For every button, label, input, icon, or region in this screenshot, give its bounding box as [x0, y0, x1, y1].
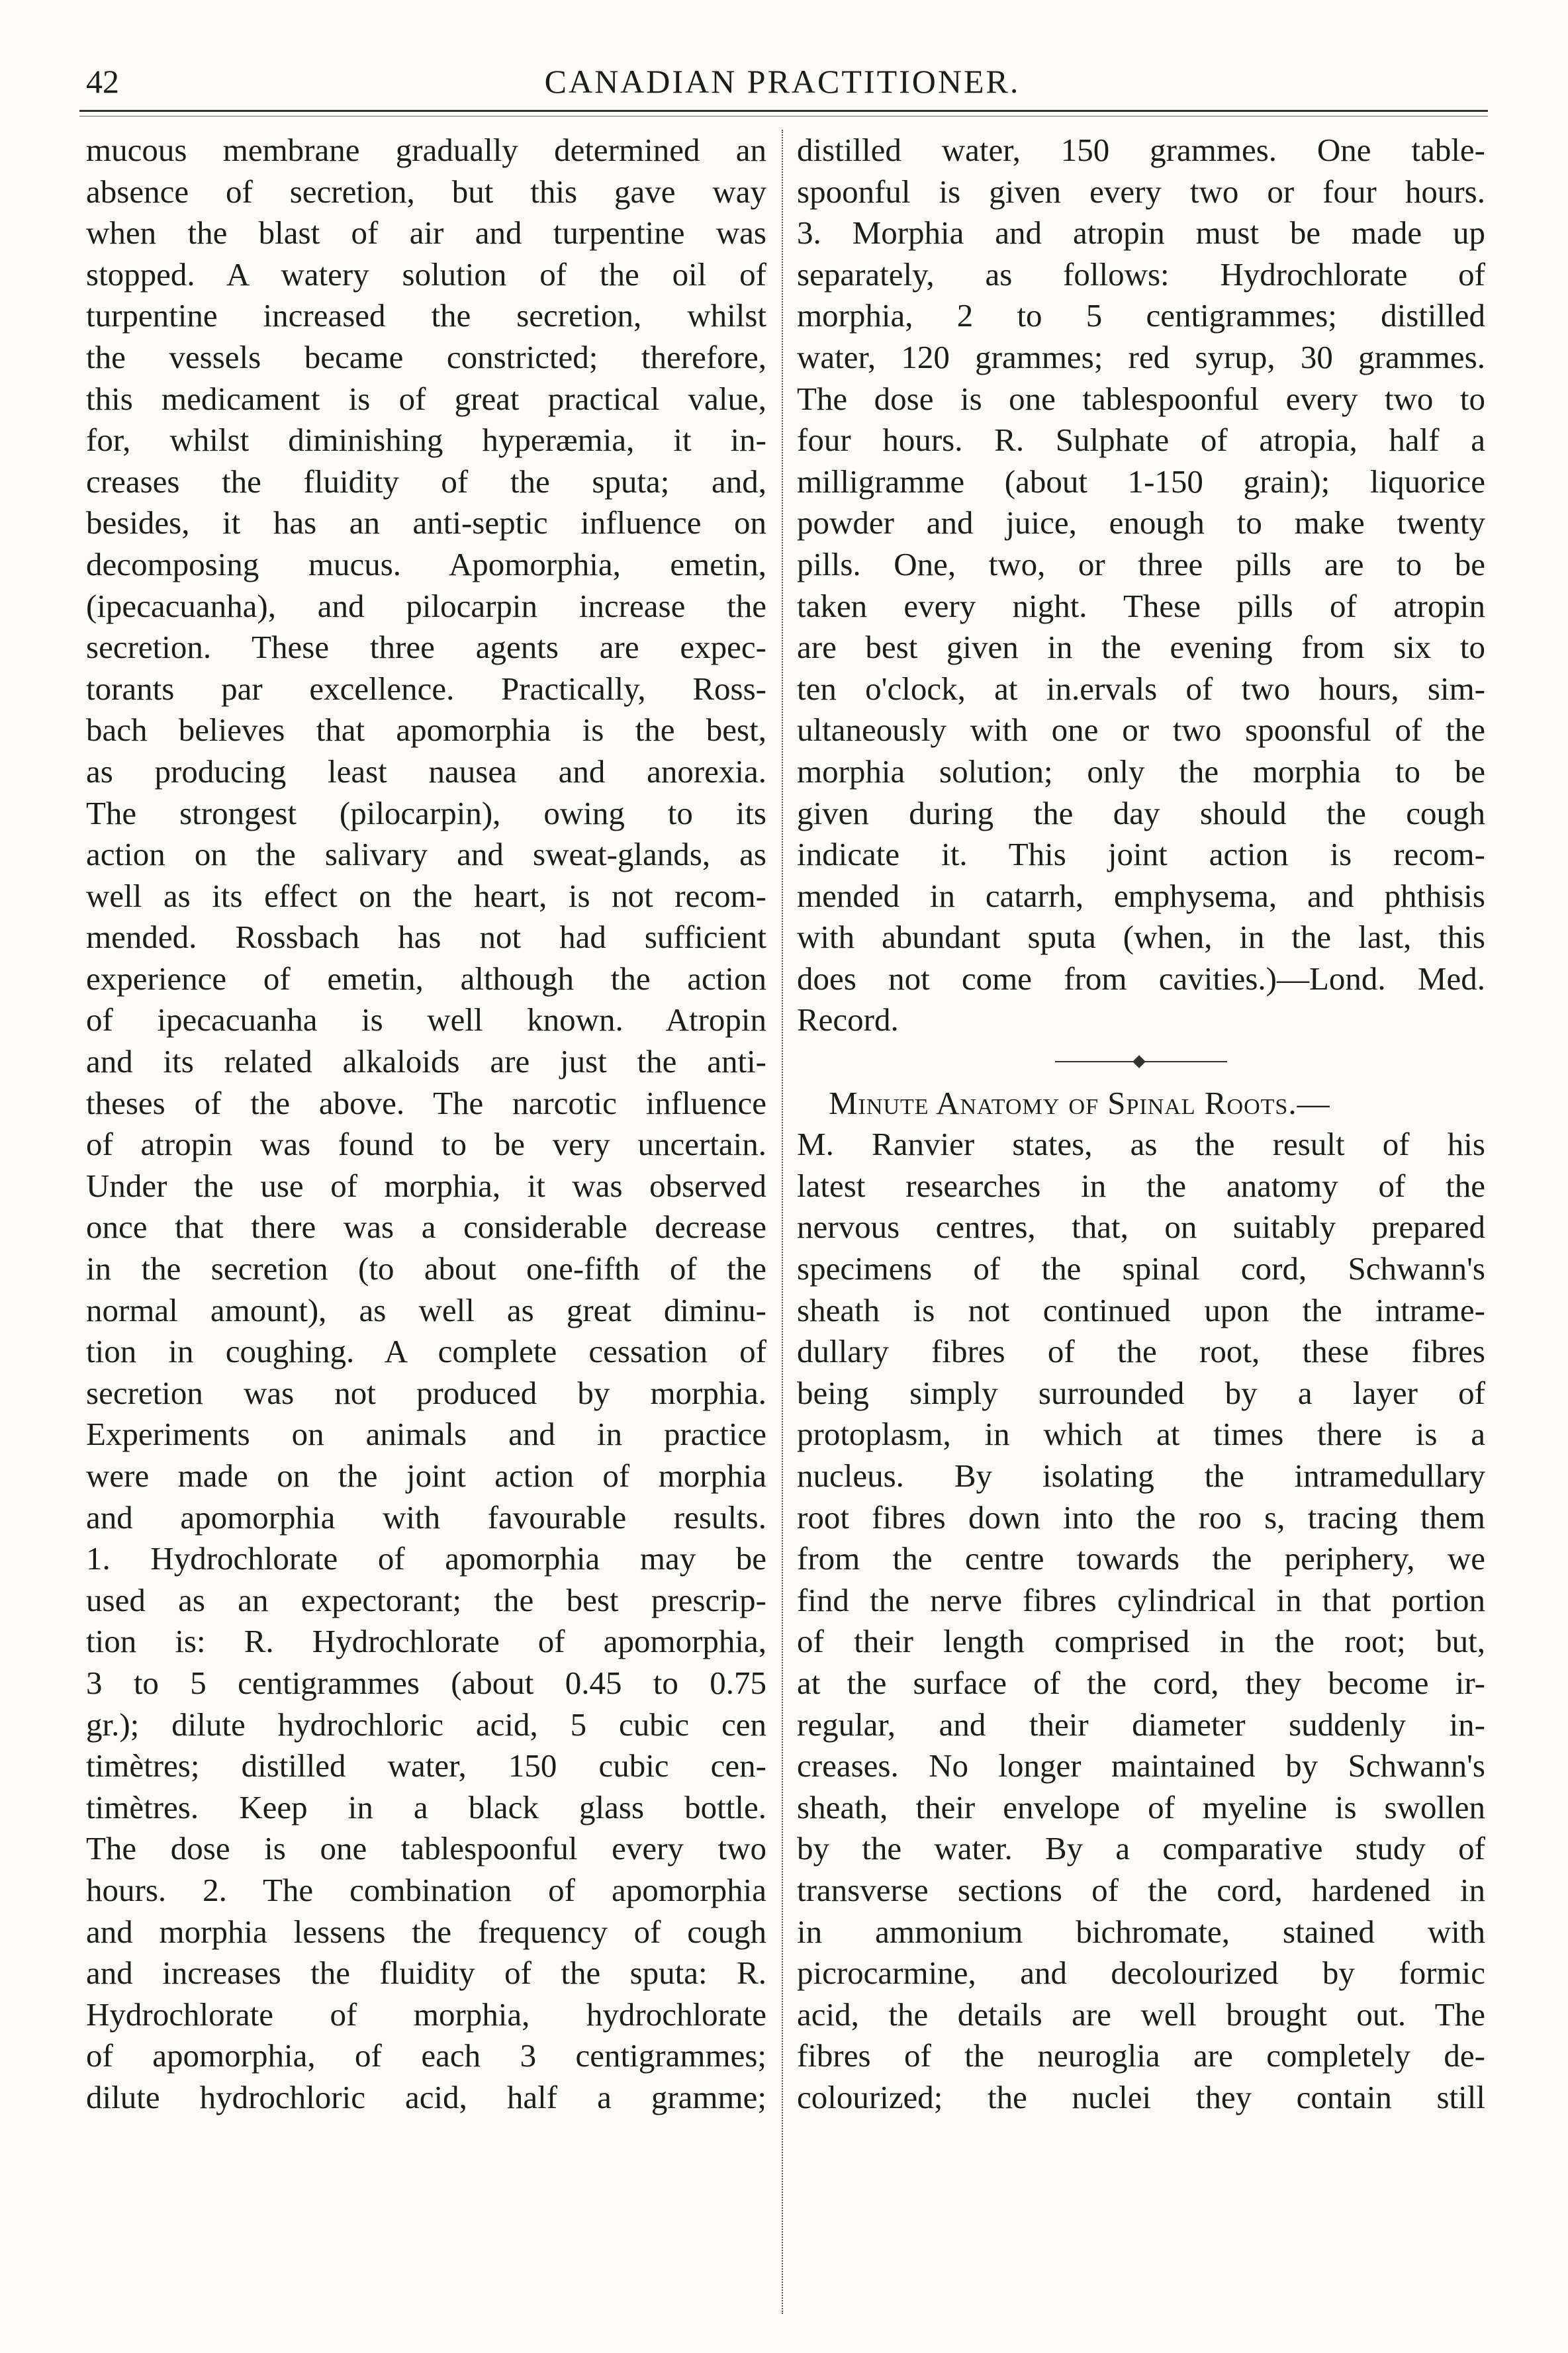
text-line: given during the day should the cough	[797, 794, 1485, 831]
text-line: of apomorphia, of each 3 centigrammes;	[86, 2037, 766, 2074]
separator-ornament	[1132, 1055, 1146, 1068]
text-line: and increases the fluidity of the sputa: R.	[86, 1955, 766, 1992]
page-header	[74, 58, 1491, 105]
text-line: distilled water, 150 grammes. One table-	[797, 132, 1485, 168]
text-line: with abundant sputa (when, in the last, this	[797, 919, 1485, 956]
text-line: timètres; distilled water, 150 cubic cen-	[86, 1747, 766, 1784]
text-line: well as its effect on the heart, is not recom-	[86, 877, 766, 914]
text-line: are best given in the evening from six to	[797, 629, 1485, 666]
text-line: specimens of the spinal cord, Schwann's	[797, 1250, 1485, 1287]
text-line: The dose is one tablespoonful every two	[86, 1830, 766, 1867]
text-line: powder and juice, enough to make twenty	[797, 504, 1485, 541]
text-line: stopped. A watery solution of the oil of	[86, 255, 766, 293]
text-line: nucleus. By isolating the intramedullary	[797, 1457, 1485, 1494]
text-line: Under the use of morphia, it was observed	[86, 1167, 766, 1204]
text-line: dilute hydrochloric acid, half a gramme;	[86, 2078, 766, 2115]
text-line: sheath is not continued upon the intrame-	[797, 1291, 1485, 1328]
section-heading: Minute Anatomy of Spinal Roots.—	[829, 1084, 1330, 1121]
text-line: and morphia lessens the frequency of cough	[86, 1913, 766, 1950]
text-line: gr.); dilute hydrochloric acid, 5 cubic cen	[86, 1706, 766, 1743]
text-line: morphia, 2 to 5 centigrammes; distilled	[797, 297, 1485, 334]
text-line: does not come from cavities.)—Lond. Med.	[797, 960, 1485, 997]
text-line: timètres. Keep in a black glass bottle.	[86, 1788, 766, 1825]
text-line: were made on the joint action of morphia	[86, 1457, 766, 1494]
text-line: normal amount), as well as great diminu-	[86, 1291, 766, 1328]
text-line: taken every night. These pills of atropin	[797, 587, 1485, 624]
text-line: decomposing mucus. Apomorphia, emetin,	[86, 545, 766, 582]
text-line: and its related alkaloids are just the anti-	[86, 1043, 766, 1080]
text-line: acid, the details are well brought out. The	[797, 1996, 1485, 2033]
text-line: in the secretion (to about one-fifth of the	[86, 1250, 766, 1287]
text-line: this medicament is of great practical value,	[86, 380, 766, 417]
page-number: 42	[86, 63, 119, 100]
text-line: fibres of the neuroglia are completely de-	[797, 2037, 1485, 2074]
text-line: of atropin was found to be very uncertain.	[86, 1126, 766, 1163]
text-line: theses of the above. The narcotic influence	[86, 1084, 766, 1121]
text-line: used as an expectorant; the best prescrip-	[86, 1581, 766, 1618]
text-line: water, 120 grammes; red syrup, 30 grammes.	[797, 338, 1485, 375]
text-line: at the surface of the cord, they become ir-	[797, 1664, 1485, 1701]
text-line: (ipecacuanha), and pilocarpin increase the	[86, 587, 766, 624]
text-line: find the nerve fibres cylindrical in that portion	[797, 1581, 1485, 1618]
text-line: colourized; the nuclei they contain still	[797, 2078, 1485, 2115]
text-line: action on the salivary and sweat-glands, as	[86, 836, 766, 873]
text-line: by the water. By a comparative study of	[797, 1830, 1485, 1867]
text-line: creases. No longer maintained by Schwann's	[797, 1747, 1485, 1784]
text-line: protoplasm, in which at times there is a	[797, 1416, 1485, 1453]
text-line: 3 to 5 centigrammes (about 0.45 to 0.75	[86, 1664, 766, 1701]
text-line: ultaneously with one or two spoonsful of the	[797, 712, 1485, 749]
right-column	[797, 130, 1485, 2119]
text-line: pills. One, two, or three pills are to be	[797, 545, 1485, 582]
text-line: of their length comprised in the root; but,	[797, 1623, 1485, 1660]
column-divider	[782, 130, 783, 2314]
text-line: Experiments on animals and in practice	[86, 1416, 766, 1453]
text-line: hours. 2. The combination of apomorphia	[86, 1871, 766, 1908]
text-line: secretion. These three agents are expec-	[86, 629, 766, 666]
text-line: morphia solution; only the morphia to be	[797, 753, 1485, 790]
text-line: tion in coughing. A complete cessation of	[86, 1333, 766, 1370]
text-line: torants par excellence. Practically, Ross-	[86, 670, 766, 707]
text-line: mended in catarrh, emphysema, and phthisis	[797, 877, 1485, 914]
text-line: experience of emetin, although the action	[86, 960, 766, 997]
text-line: when the blast of air and turpentine was	[86, 214, 766, 252]
header-rule	[79, 110, 1488, 112]
text-line: mucous membrane gradually determined an	[86, 132, 766, 168]
text-line: latest researches in the anatomy of the	[797, 1167, 1485, 1204]
text-line: The strongest (pilocarpin), owing to its	[86, 794, 766, 831]
article-spinal-roots	[797, 1124, 1485, 2118]
text-line: besides, it has an anti-septic influence on	[86, 504, 766, 541]
text-line: picrocarmine, and decolourized by formic	[797, 1955, 1485, 1992]
article-end	[797, 130, 1485, 1041]
text-line: 1. Hydrochlorate of apomorphia may be	[86, 1540, 766, 1577]
section-separator	[797, 1041, 1485, 1083]
text-line: milligramme (about 1-150 grain); liquorice	[797, 463, 1485, 500]
text-line: once that there was a considerable decrease	[86, 1209, 766, 1246]
running-title: CANADIAN PRACTITIONER.	[544, 63, 1021, 100]
text-line: regular, and their diameter suddenly in-	[797, 1706, 1485, 1743]
text-line: bach believes that apomorphia is the best,	[86, 712, 766, 749]
text-line: being simply surrounded by a layer of	[797, 1374, 1485, 1411]
text-line: dullary fibres of the root, these fibres	[797, 1333, 1485, 1370]
text-line: secretion was not produced by morphia.	[86, 1374, 766, 1411]
text-line: for, whilst diminishing hyperæmia, it in-	[86, 422, 766, 459]
text-line: nervous centres, that, on suitably prepared	[797, 1209, 1485, 1246]
text-line: separately, as follows: Hydrochlorate of	[797, 255, 1485, 293]
text-line: in ammonium bichromate, stained with	[797, 1913, 1485, 1950]
text-line: the vessels became constricted; therefore,	[86, 338, 766, 375]
text-line: spoonful is given every two or four hours.	[797, 173, 1485, 210]
text-line: root fibres down into the roo s, tracing them	[797, 1499, 1485, 1536]
text-line: ten o'clock, at in.ervals of two hours, sim-	[797, 670, 1485, 707]
text-line: absence of secretion, but this gave way	[86, 173, 766, 210]
text-line: 3. Morphia and atropin must be made up	[797, 214, 1485, 252]
text-line: turpentine increased the secretion, whilst	[86, 297, 766, 334]
text-line: indicate it. This joint action is recom-	[797, 836, 1485, 873]
text-line: transverse sections of the cord, hardened in	[797, 1871, 1485, 1908]
text-line: sheath, their envelope of myeline is swollen	[797, 1788, 1485, 1825]
text-line: four hours. R. Sulphate of atropia, half a	[797, 422, 1485, 459]
text-line: and apomorphia with favourable results.	[86, 1499, 766, 1536]
left-column	[86, 130, 766, 2119]
text-line: tion is: R. Hydrochlorate of apomorphia,	[86, 1623, 766, 1660]
text-line: from the centre towards the periphery, we	[797, 1540, 1485, 1577]
text-line: of ipecacuanha is well known. Atropin	[86, 1001, 766, 1038]
text-line: The dose is one tablespoonful every two to	[797, 380, 1485, 417]
text-line: Hydrochlorate of morphia, hydrochlorate	[86, 1996, 766, 2033]
text-line: M. Ranvier states, as the result of his	[797, 1126, 1485, 1163]
text-line: creases the fluidity of the sputa; and,	[86, 463, 766, 500]
text-line: Record.	[797, 1001, 899, 1038]
text-line: mended. Rossbach has not had sufficient	[86, 919, 766, 956]
text-line: as producing least nausea and anorexia.	[86, 753, 766, 790]
